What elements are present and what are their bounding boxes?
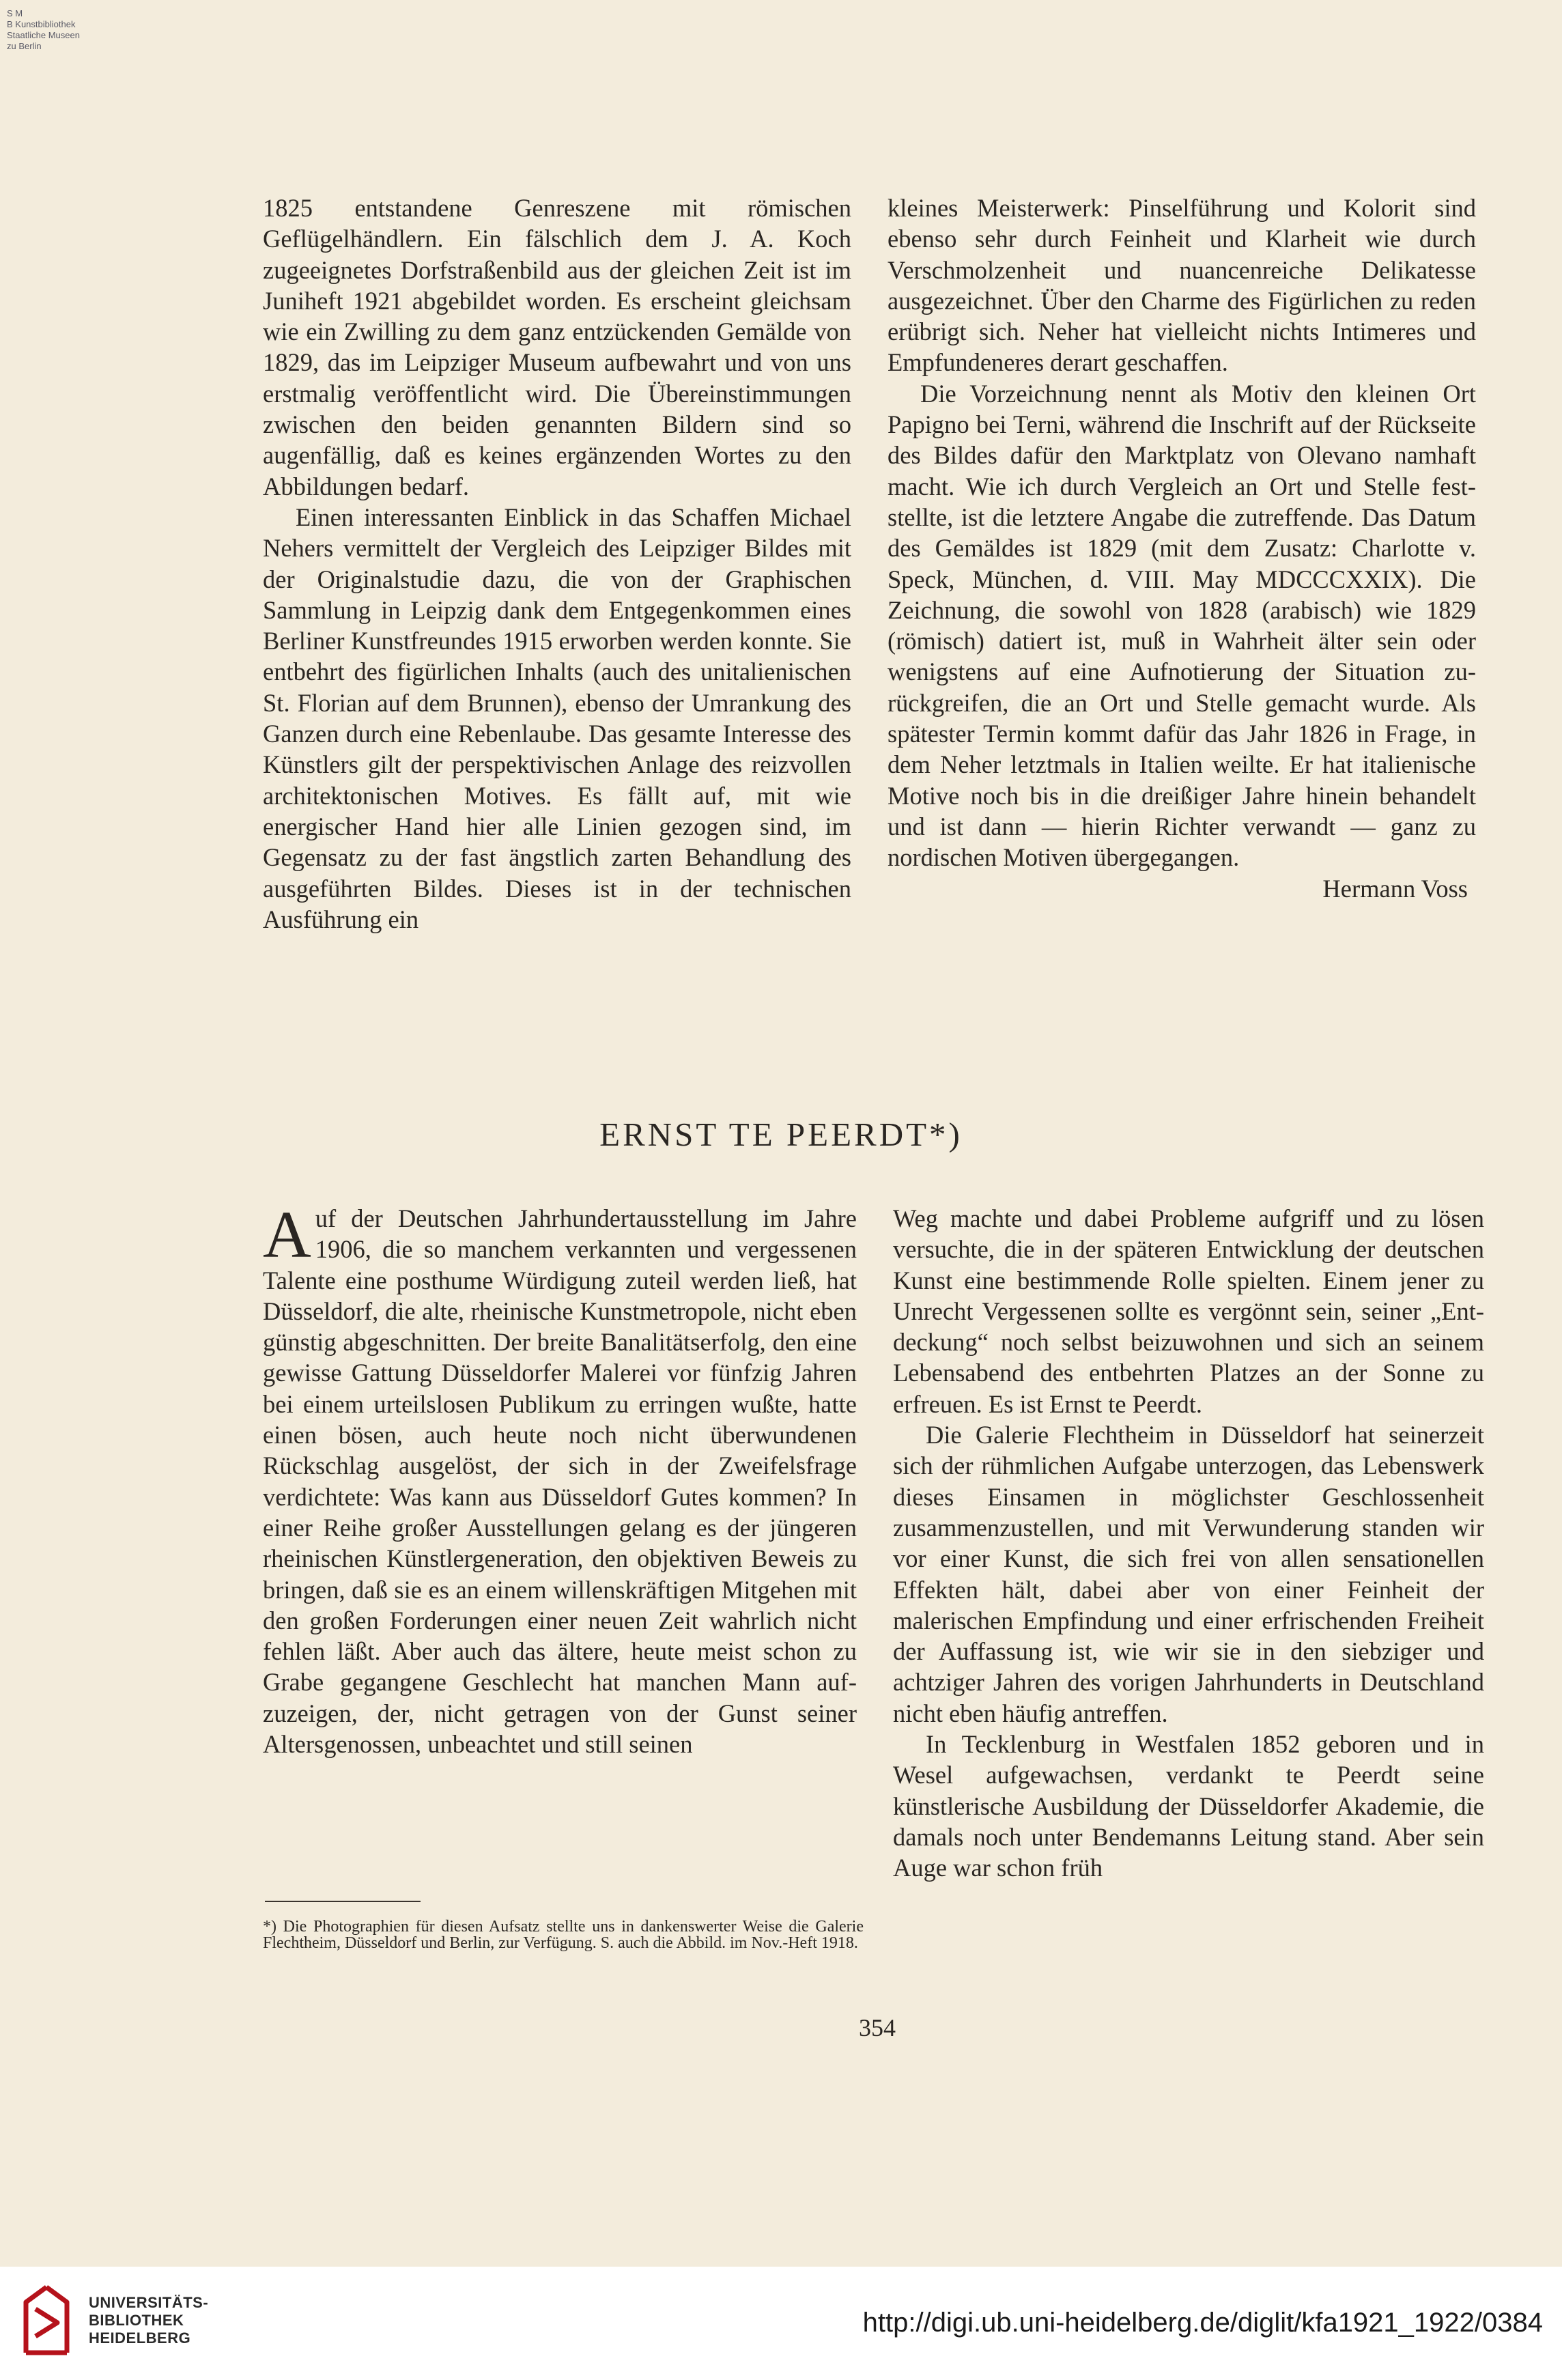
article-column-bottom-left bbox=[263, 1198, 857, 1759]
stamp-line: S M bbox=[7, 8, 23, 18]
paragraph: kleines Meisterwerk: Pinselführung und Kolorit sind ebenso sehr durch Feinheit und Klarheit wie durch Verschmolzenheit und nuancenreiche Delikatesse ausgezeichnet. Über den Charme des Figürlichen zu reden erübrigt sich. Neher hat vielleicht nichts Intimeres und Empfundeneres derart geschaffen. bbox=[888, 194, 1476, 377]
source-url-link[interactable]: http://digi.ub.uni-heidelberg.de/diglit/kfa1921_1922/0384 bbox=[862, 2308, 1543, 2338]
section-title: ERNST TE PEERDT*) bbox=[599, 1116, 963, 1153]
paragraph: Einen interessanten Einblick in das Schaffen Michael Nehers vermittelt der Vergleich des Leipziger Bildes mit der Originalstudie dazu, die von der Graphischen Sammlung in Leipzig dank dem Entgegenkommen eines Berliner Kunstfreundes 1915 erworben werden konnte. Sie entbehrt des figürlichen Inhalts (auch des unitalienischen St. Florian auf dem Brunnen), ebenso der Umrankung des Ganzen durch eine Rebenlaube. Das gesamte Interesse des Künstlers gilt der perspektivischen Anlage des reizvollen architektonischen Motives. Es fällt auf, mit wie energischer Hand hier alle Linien gezogen sind, im Gegensatz zu der fast ängstlich zarten Behandlung des ausgeführten Bildes. Dieses ist in der technischen Ausführung ein bbox=[263, 502, 851, 933]
library-name bbox=[89, 2294, 208, 2347]
library-name-line: UNIVERSITÄTS- bbox=[89, 2294, 209, 2311]
footnote-divider bbox=[265, 1901, 421, 1902]
stamp-line: zu Berlin bbox=[7, 41, 42, 51]
stamp-line: Staatliche Museen bbox=[7, 30, 80, 40]
footnote bbox=[263, 1918, 864, 1951]
paragraph: In Tecklenburg in Westfalen 1852 geboren und in Wesel aufgewachsen, verdankt te Peerdt seine künstlerische Ausbildung der Düsseldorfer Akademie, die damals noch unter Bendemanns Leitung stand. Aber sein Auge war schon früh bbox=[893, 1730, 1484, 1882]
library-footer bbox=[0, 2267, 1562, 2380]
author-signature: Hermann Voss bbox=[1322, 874, 1468, 903]
paragraph: Weg machte und dabei Probleme aufgriff und zu lösen versuchte, die in der späteren Entwicklung der deutschen Kunst eine bestimmende Rolle spielten. Einem jener zu Unrecht Vergessenen sollte es vergönnt sein, seiner „Entdeckung“ noch selbst beizuwohnen und sich an seinem Lebensabend des entbehrten Platzes an der Sonne zu erfreuen. Es ist Ernst te Peerdt. bbox=[893, 1204, 1484, 1418]
drop-cap: A bbox=[263, 1198, 311, 1272]
library-name-line: BIBLIOTHEK bbox=[89, 2312, 184, 2329]
library-name-line: HEIDELBERG bbox=[89, 2329, 191, 2347]
library-logo-icon bbox=[15, 2282, 78, 2364]
page-number: 354 bbox=[859, 2014, 896, 2041]
article-column-top-right bbox=[888, 193, 1476, 904]
article-column-top-left bbox=[263, 193, 851, 935]
library-stamp bbox=[7, 8, 80, 52]
article-column-bottom-right bbox=[893, 1203, 1484, 1884]
stamp-line: B Kunstbibliothek bbox=[7, 19, 76, 29]
paragraph: 1825 entstandene Genreszene mit römischen Geflügelhändlern. Ein fälschlich dem J. A. Koch zugeeignetes Dorfstraßenbild aus der gleichen Zeit ist im Juniheft 1921 abgebildet worden. Es erscheint gleichsam wie ein Zwilling zu dem ganz entzückenden Gemälde von 1829, das im Leipziger Museum aufbewahrt und von uns erstmalig veröffentlicht wird. Die Übereinstimmungen zwischen den beiden genannten Bildern sind so augenfällig, daß es keines ergänzenden Wortes zu den Abbildungen bedarf. bbox=[263, 194, 851, 500]
paragraph: Die Galerie Flechtheim in Düsseldorf hat seinerzeit sich der rühmlichen Aufgabe unterzogen, das Lebenswerk dieses Einsamen in möglichster Geschlossenheit zusammenzustellen, und mit Verwunderung standen wir vor einer Kunst, die sich frei von allen sensationellen Effekten hält, dabei aber von einer Feinheit der malerischen Empfindung und einer erfrischenden Freiheit der Auffassung ist, wie wir sie in den siebziger und achtziger Jahren des vorigen Jahrhunderts in Deutschland nicht eben häufig antreffen. bbox=[893, 1421, 1484, 1727]
paragraph-text: uf der Deutschen Jahrhundertausstellung im Jahre 1906, die so manchem verkannten und vergessenen Talente eine posthume Würdigung zuteil werden ließ, hat Düsseldorf, die alte, rheinische Kunstmetropole, nicht eben günstig abgeschnitten. Der breite Banalitätserfolg, den eine gewisse Gattung Düsseldorfer Malerei vor fünfzig Jahren bei einem urteilslosen Publikum zu erringen wußte, hatte einen bösen, auch heute noch nicht überwundenen Rückschlag ausgelöst, der sich in der Zweifelsfrage verdichtete: Was kann aus Düsseldorf Gutes kommen? In einer Reihe großer Ausstellungen gelang es der jüngeren rheinischen Künstlergeneration, den objektiven Beweis zu bringen, daß sie es an einem willenskräftigen Mitgehen mit den großen Forderungen einer neuen Zeit wahrlich nicht fehlen läßt. Aber auch das ältere, heute meist schon zu Grabe gegangene Geschlecht hat manchen Mann aufzuzeigen, der, nicht getragen von der Gunst seiner Altersgenossen, unbeachtet und still seinen bbox=[263, 1204, 857, 1759]
paragraph bbox=[263, 1198, 857, 1759]
footnote-text: *) Die Photographien für diesen Aufsatz stellte uns in dankenswerter Weise die Galerie Flechtheim, Düsseldorf und Berlin, zur Verfügung. S. auch die Abbild. im Nov.-Heft 1918. bbox=[263, 1918, 864, 1952]
paragraph: Die Vorzeichnung nennt als Motiv den kleinen Ort Papigno bei Terni, während die Inschrift auf der Rückseite des Bildes dafür den Marktplatz von Olevano namhaft macht. Wie ich durch Vergleich an Ort und Stelle feststellte, ist die letztere Angabe die zutreffende. Das Datum des Gemäldes ist 1829 (mit dem Zusatz: Charlotte v. Speck, München, d. VIII. May MDCCCXXIX). Die Zeichnung, die sowohl von 1828 (arabisch) wie 1829 (römisch) datiert ist, muß in Wahrheit älter sein oder wenigstens auf eine Aufnotierung der Situation zurückgreifen, die an Ort und Stelle gemacht wurde. Als spätester Termin kommt dafür das Jahr 1826 in Frage, in dem Neher letztmals in Italien weilte. Er hat italienische Motive noch bis in die dreißiger Jahre hinein behandelt und ist dann — hierin Richter verwandt — ganz zu nordischen Motiven übergegangen. bbox=[888, 379, 1476, 872]
